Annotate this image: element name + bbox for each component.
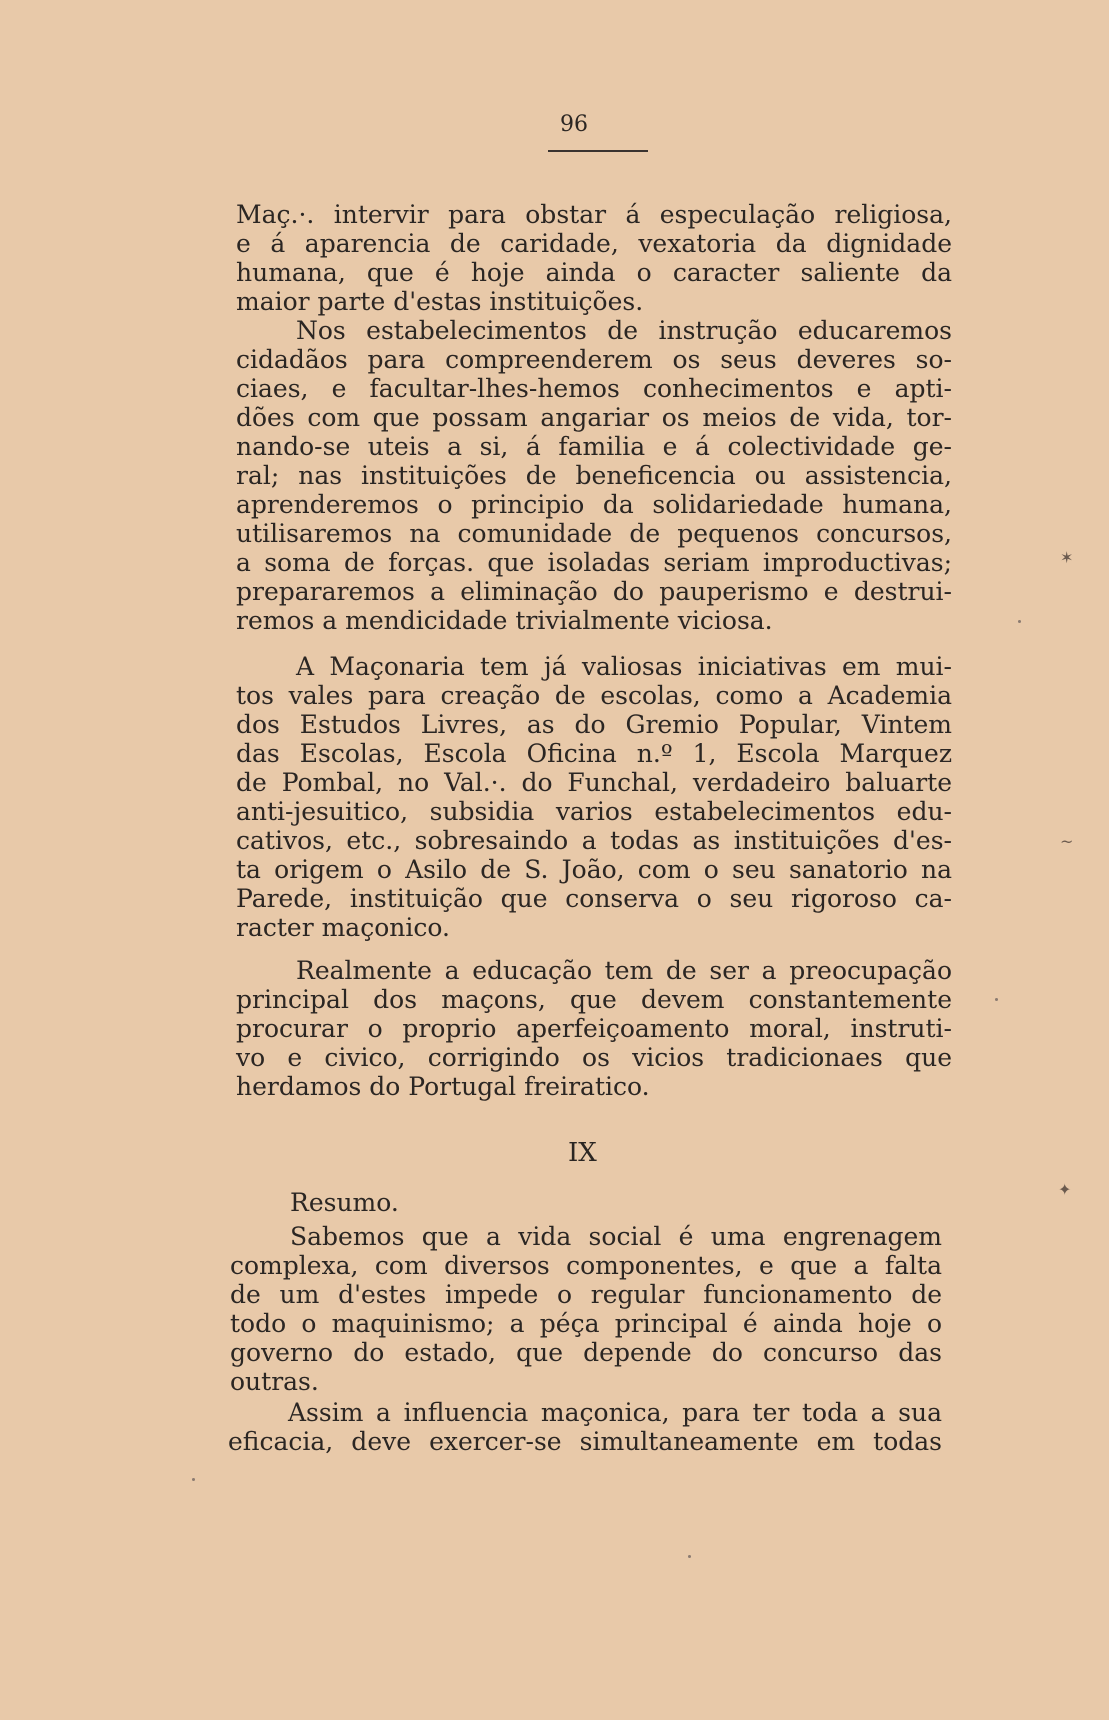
page-number-rule (548, 150, 648, 152)
paragraph-6 (228, 1398, 942, 1456)
text-line: humana, que é hoje ainda o caracter saliente da (236, 258, 952, 287)
margin-ink-mark: ~ (1060, 832, 1074, 851)
paper-speck (995, 998, 998, 1001)
text-line: nando-se uteis a si, á familia e á colectividade ge- (236, 432, 952, 461)
text-line: maior parte d'estas instituições. (236, 287, 644, 316)
text-line: aprenderemos o principio da solidariedade humana, (236, 490, 952, 519)
text-line: de um d'estes impede o regular funcionamento de (230, 1280, 942, 1309)
text-line: ral; nas instituições de beneficencia ou assistencia, (236, 461, 952, 490)
text-line: prepararemos a eliminação do pauperismo e destrui- (236, 577, 952, 606)
text-line: A Maçonaria tem já valiosas iniciativas em mui- (296, 652, 952, 681)
text-line: anti-jesuitico, subsidia varios estabelecimentos edu- (236, 797, 952, 826)
section-subtitle: Resumo. (290, 1188, 399, 1217)
paragraph-4 (236, 956, 952, 1101)
text-line: Maç.·. intervir para obstar á especulação religiosa, (236, 200, 952, 229)
text-line: herdamos do Portugal freiratico. (236, 1072, 650, 1101)
text-line: de Pombal, no Val.·. do Funchal, verdadeiro baluarte (236, 768, 952, 797)
text-line: principal dos maçons, que devem constantemente (236, 985, 952, 1014)
text-line: utilisaremos na comunidade de pequenos concursos, (236, 519, 952, 548)
text-line: a soma de forças. que isoladas seriam improductivas; (236, 548, 952, 577)
paper-speck (688, 1555, 691, 1558)
text-line: governo do estado, que depende do concurso das (230, 1338, 942, 1367)
text-line: vo e civico, corrigindo os vicios tradicionaes que (236, 1043, 952, 1072)
text-line: dos Estudos Livres, as do Gremio Popular, Vintem (236, 710, 952, 739)
paragraph-5 (230, 1222, 942, 1396)
text-line: racter maçonico. (236, 913, 450, 942)
text-line: eficacia, deve exercer-se simultaneamente em todas (228, 1427, 942, 1456)
margin-ink-mark: ✦ (1058, 1180, 1072, 1199)
margin-ink-mark: ✶ (1060, 548, 1074, 567)
text-line: dões com que possam angariar os meios de vida, tor- (236, 403, 952, 432)
paragraph-3 (236, 652, 952, 942)
page-number: 96 (560, 112, 588, 137)
text-line: procurar o proprio aperfeiçoamento moral, instruti- (236, 1014, 952, 1043)
text-line: ta origem o Asilo de S. João, com o seu sanatorio na (236, 855, 952, 884)
text-line: complexa, com diversos componentes, e que a falta (230, 1251, 942, 1280)
text-line: Assim a influencia maçonica, para ter toda a sua (288, 1398, 942, 1427)
text-line: Realmente a educação tem de ser a preocupação (296, 956, 952, 985)
text-line: Sabemos que a vida social é uma engrenagem (290, 1222, 942, 1251)
text-line: todo o maquinismo; a péça principal é ainda hoje o (230, 1309, 942, 1338)
text-line: remos a mendicidade trivialmente viciosa. (236, 606, 773, 635)
text-line: das Escolas, Escola Oficina n.º 1, Escola Marquez (236, 739, 952, 768)
section-heading: IX (568, 1138, 597, 1168)
paragraph-2 (236, 316, 952, 635)
text-line: e á aparencia de caridade, vexatoria da dignidade (236, 229, 952, 258)
text-line: cativos, etc., sobresaindo a todas as instituições d'es- (236, 826, 952, 855)
text-line: cidadãos para compreenderem os seus deveres so- (236, 345, 952, 374)
text-line: outras. (230, 1367, 319, 1396)
text-line: Nos estabelecimentos de instrução educaremos (296, 316, 952, 345)
text-line: ciaes, e facultar-lhes-hemos conhecimentos e apti- (236, 374, 952, 403)
paper-speck (192, 1478, 195, 1481)
paragraph-1 (236, 200, 952, 316)
paper-speck (1018, 620, 1021, 623)
text-line: Parede, instituição que conserva o seu rigoroso ca- (236, 884, 952, 913)
text-line: tos vales para creação de escolas, como a Academia (236, 681, 952, 710)
